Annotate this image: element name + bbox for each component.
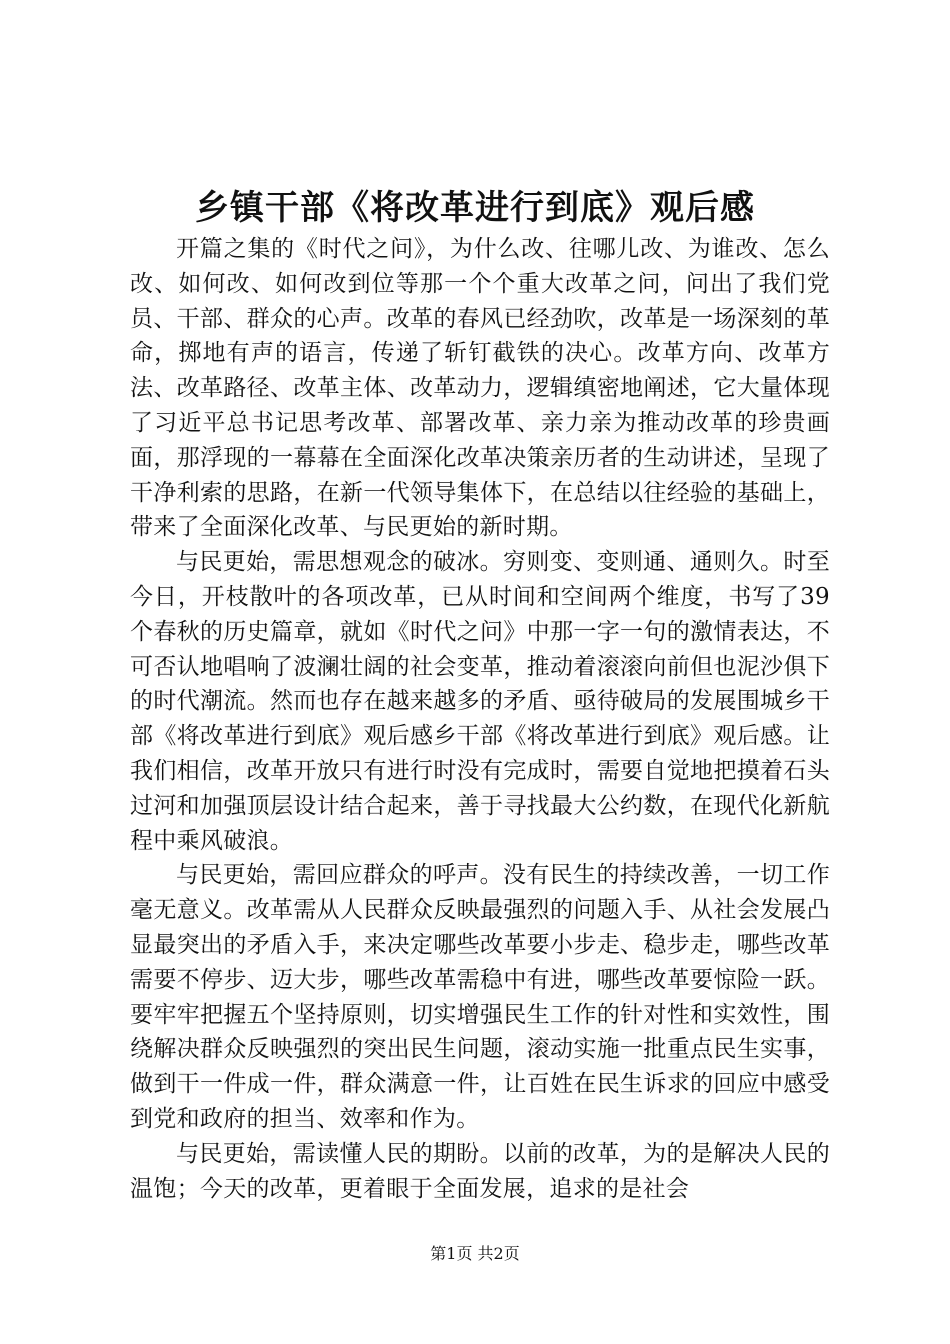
paragraph-3: 与民更始，需回应群众的呼声。没有民生的持续改善，一切工作毫无意义。改革需从人民群众反映最强烈的问题入手、从社会发展凸显最突出的矛盾入手，来决定哪些改革要小步走、稳步走，哪些改革需要不停步、迈大步，哪些改革需稳中有进，哪些改革要惊险一跃。要牢牢把握五个坚持原则，切实增强民生工作的针对性和实效性，围绕解决群众反映强烈的突出民生问题，滚动实施一批重点民生实事，做到干一件成一件，群众满意一件，让百姓在民生诉求的回应中感受到党和政府的担当、效率和作为。: [130, 862, 830, 1132]
document-title: 乡镇干部《将改革进行到底》观后感: [195, 188, 755, 228]
page-footer: 第1页 共2页: [430, 1244, 520, 1263]
document-body: [130, 232, 830, 1206]
paragraph-2: 与民更始，需思想观念的破冰。穷则变、变则通、通则久。时至今日，开枝散叶的各项改革，已从时间和空间两个维度，书写了39个春秋的历史篇章，就如《时代之问》中那一字一句的激情表达，不可否认地唱响了波澜壮阔的社会变革，推动着滚滚向前但也泥沙俱下的时代潮流。然而也存在越来越多的矛盾、亟待破局的发展围城乡干部《将改革进行到底》观后感乡干部《将改革进行到底》观后感。让我们相信，改革开放只有进行时没有完成时，需要自觉地把摸着石头过河和加强顶层设计结合起来，善于寻找最大公约数，在现代化新航程中乘风破浪。: [130, 549, 830, 854]
paragraph-4: 与民更始，需读懂人民的期盼。以前的改革，为的是解决人民的温饱；今天的改革，更着眼于全面发展，追求的是社会: [130, 1140, 830, 1202]
paragraph-1: 开篇之集的《时代之问》，为什么改、往哪儿改、为谁改、怎么改、如何改、如何改到位等那一个个重大改革之问，问出了我们党员、干部、群众的心声。改革的春风已经劲吹，改革是一场深刻的革命，掷地有声的语言，传递了斩钉截铁的决心。改革方向、改革方法、改革路径、改革主体、改革动力，逻辑缜密地阐述，它大量体现了习近平总书记思考改革、部署改革、亲力亲为推动改革的珍贵画面，那浮现的一幕幕在全面深化改革决策亲历者的生动讲述，呈现了干净利索的思路，在新一代领导集体下，在总结以往经验的基础上，带来了全面深化改革、与民更始的新时期。: [130, 236, 830, 541]
